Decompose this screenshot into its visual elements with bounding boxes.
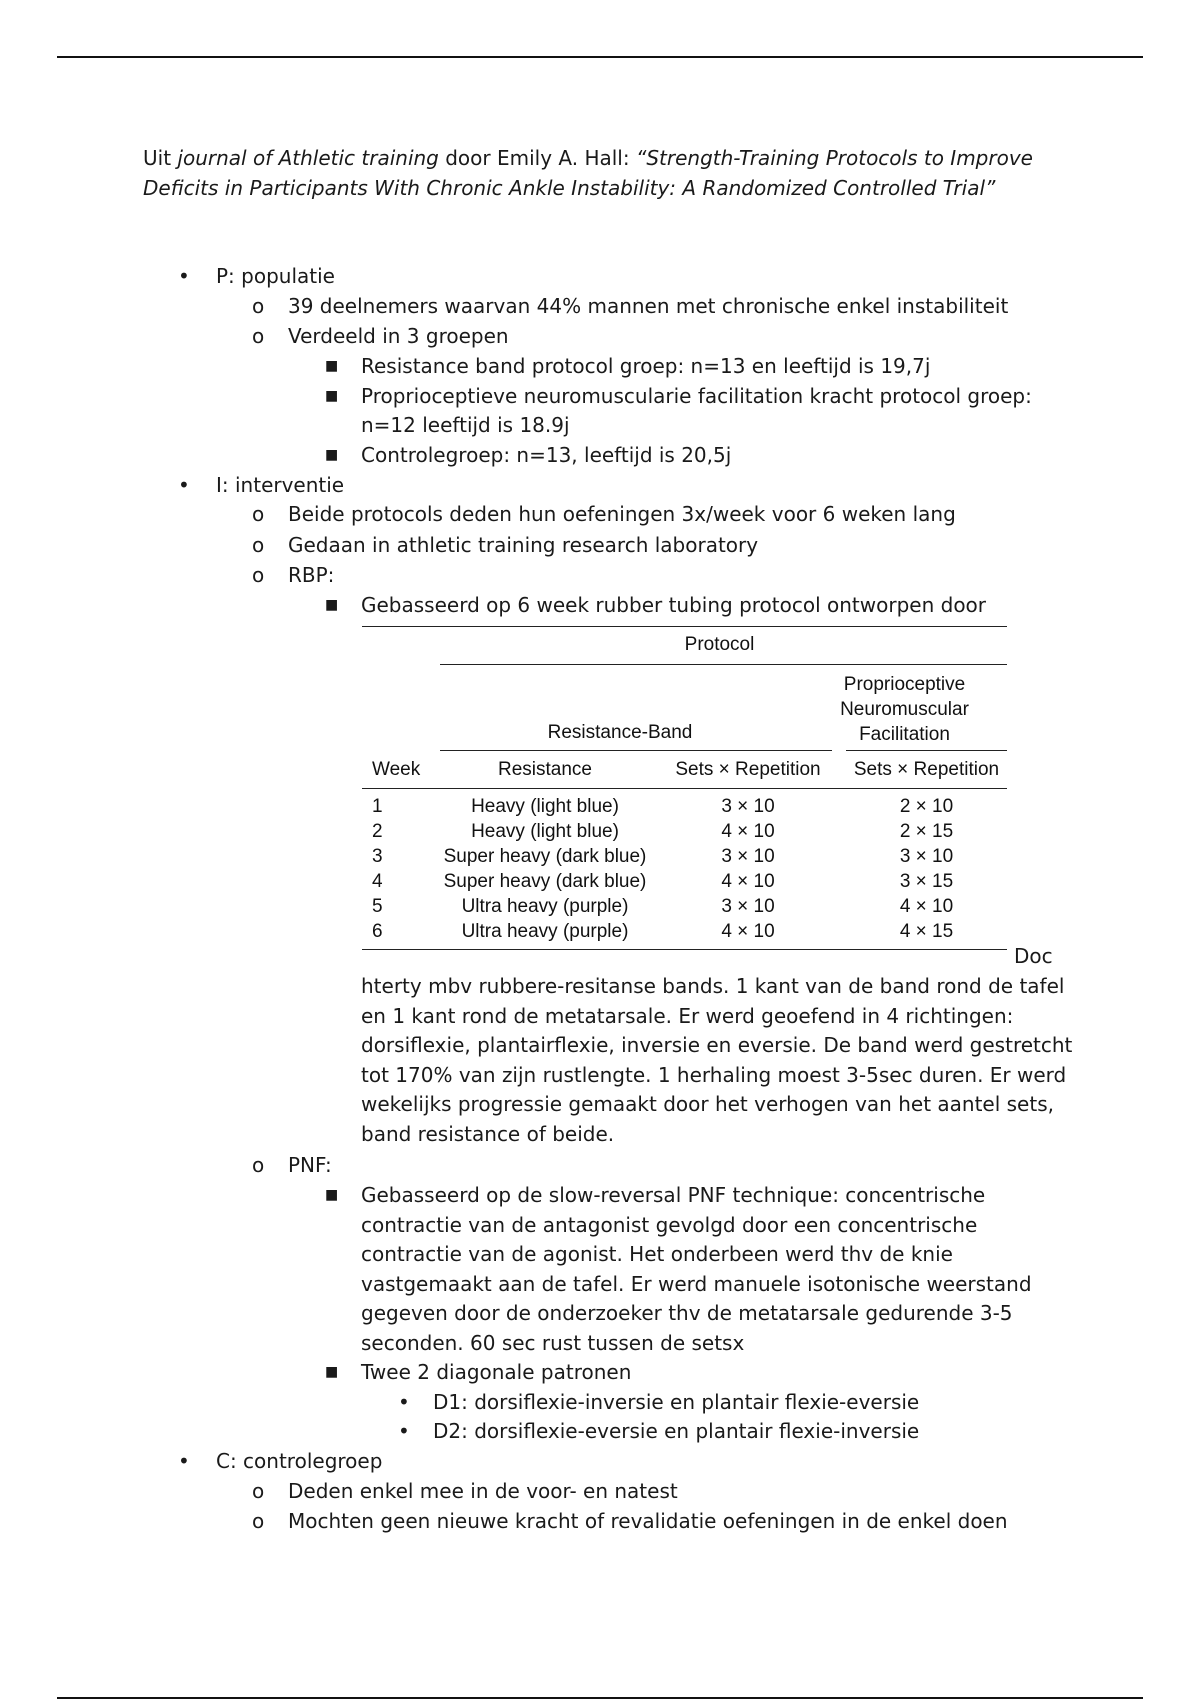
table-cell-rb-sets: 4 × 10 — [721, 821, 775, 842]
table-cell-resistance: Ultra heavy (purple) — [461, 896, 629, 917]
title-prefix: Uit — [143, 146, 178, 170]
pnf-paragraph-line: seconden. 60 sec rust tussen de setsx — [361, 1330, 745, 1355]
square-bullet-icon: ■ — [325, 597, 339, 613]
rbp-paragraph-line: en 1 kant rond de metatarsale. Er werd geoefend in 4 richtingen: — [361, 1003, 1014, 1028]
circle-bullet-icon: o — [252, 1509, 265, 1533]
circle-bullet-icon: o — [252, 1153, 265, 1177]
table-cell-resistance: Super heavy (dark blue) — [443, 871, 647, 892]
resistance-band-header: Resistance-Band — [547, 722, 693, 743]
table-rule-bottom — [362, 949, 1007, 950]
pnf-paragraph-line: contractie van de antagonist gevolgd door een concentrische — [361, 1212, 978, 1237]
intervention-item: Gedaan in athletic training research laboratory — [288, 533, 759, 557]
table-cell-resistance: Heavy (light blue) — [471, 821, 619, 842]
bullet-icon: • — [398, 1419, 410, 1443]
table-cell-resistance: Ultra heavy (purple) — [461, 921, 629, 942]
square-bullet-icon: ■ — [325, 388, 339, 404]
rbp-paragraph-line: band resistance of beide. — [361, 1121, 615, 1146]
rbp-label: RBP: — [288, 563, 335, 587]
circle-bullet-icon: o — [252, 324, 265, 348]
table-cell-week: 1 — [372, 796, 383, 817]
pnf-pattern-d2: D2: dorsiflexie-eversie en plantair flexie-inversie — [433, 1419, 920, 1443]
rbp-paragraph-line: wekelijks progressie gemaakt door het verhogen van het aantel sets, — [361, 1092, 1054, 1116]
population-heading: P: populatie — [216, 264, 335, 288]
bullet-icon: • — [178, 1449, 190, 1473]
table-cell-week: 3 — [372, 846, 383, 867]
table-rule-top — [362, 626, 1007, 627]
table-cell-resistance: Heavy (light blue) — [471, 796, 619, 817]
table-cell-pnf-sets: 4 × 10 — [899, 896, 954, 917]
circle-bullet-icon: o — [252, 563, 265, 587]
population-item: 39 deelnemers waarvan 44% mannen met chronische enkel instabiliteit — [288, 294, 1009, 318]
pnf-header-line: Proprioceptive — [843, 674, 966, 695]
population-subitem: Resistance band protocol groep: n=13 en leeftijd is 19,7j — [361, 354, 931, 378]
intervention-item: Beide protocols deden hun oefeningen 3x/week voor 6 weken lang — [288, 502, 956, 526]
bullet-icon: • — [398, 1390, 410, 1414]
article-title-line2: Deficits in Participants With Chronic Ankle Instability: A Randomized Controlled Trial” — [143, 176, 996, 200]
table-cell-week: 6 — [372, 921, 383, 942]
pnf-pattern-d1: D1: dorsiflexie-inversie en plantair flexie-eversie — [433, 1390, 920, 1414]
intervention-heading: I: interventie — [216, 473, 345, 497]
table-rule-protocol — [440, 664, 1007, 665]
population-subitem: Controlegroep: n=13, leeftijd is 20,5j — [361, 443, 732, 467]
document-title — [143, 143, 1063, 203]
square-bullet-icon: ■ — [325, 358, 339, 374]
table-rule-pnf — [846, 750, 1007, 751]
pnf-label: PNF: — [288, 1153, 332, 1177]
title-author: door Emily A. Hall: — [438, 146, 636, 170]
table-cell-rb-sets: 3 × 10 — [721, 896, 775, 917]
pnf-patterns: Twee 2 diagonale patronen — [361, 1360, 632, 1384]
footer-rule — [57, 1697, 1143, 1699]
table-cell-rb-sets: 4 × 10 — [721, 871, 775, 892]
pnf-paragraph-line: Gebasseerd op de slow-reversal PNF technique: concentrische — [361, 1183, 986, 1207]
col-week-header: Week — [372, 759, 421, 780]
square-bullet-icon: ■ — [325, 447, 339, 463]
control-item: Deden enkel mee in de voor- en natest — [288, 1479, 678, 1503]
square-bullet-icon: ■ — [325, 1187, 339, 1203]
bullet-icon: • — [178, 473, 190, 497]
table-rule-rb — [440, 750, 832, 751]
rbp-paragraph-line: dorsiflexie, plantairflexie, inversie en eversie. De band werd gestretcht — [361, 1033, 1073, 1057]
table-rule-header — [362, 788, 1007, 789]
bullet-icon: • — [178, 264, 190, 288]
control-item: Mochten geen nieuwe kracht of revalidatie oefeningen in de enkel doen — [288, 1509, 1008, 1533]
article-title-line1: “Strength-Training Protocols to Improve — [635, 146, 1033, 170]
population-subitem-cont: n=12 leeftijd is 18.9j — [361, 413, 570, 437]
circle-bullet-icon: o — [252, 1479, 265, 1503]
pnf-paragraph-line: contractie van de agonist. Het onderbeen werd thv de knie — [361, 1242, 953, 1266]
col-sets-rb-header: Sets × Repetition — [675, 759, 821, 780]
pnf-header — [802, 672, 1007, 747]
table-cell-pnf-sets: 3 × 15 — [899, 871, 954, 892]
protocol-table — [362, 622, 1012, 952]
rbp-paragraph-line: tot 170% van zijn rustlengte. 1 herhaling moest 3-5sec duren. Er werd — [361, 1062, 1067, 1087]
pnf-paragraph-line: gegeven door de onderzoeker thv de metatarsale gedurende 3-5 — [361, 1301, 1013, 1325]
table-cell-resistance: Super heavy (dark blue) — [443, 846, 647, 867]
pnf-header-line: Neuromuscular — [840, 699, 969, 720]
square-bullet-icon: ■ — [325, 1364, 339, 1380]
table-cell-pnf-sets: 2 × 10 — [899, 796, 954, 817]
rbp-paragraph-line: hterty mbv rubbere-resitanse bands. 1 kant van de band rond de tafel — [361, 974, 1065, 998]
population-item: Verdeeld in 3 groepen — [288, 324, 509, 348]
pnf-paragraph-line: vastgemaakt aan de tafel. Er werd manuele isotonische weerstand — [361, 1271, 1032, 1296]
circle-bullet-icon: o — [252, 502, 265, 526]
table-cell-pnf-sets: 2 × 15 — [899, 821, 954, 842]
table-cell-pnf-sets: 3 × 10 — [899, 846, 954, 867]
col-sets-pnf-header: Sets × Repetition — [853, 759, 1000, 780]
control-heading: C: controlegroep — [216, 1449, 383, 1473]
table-cell-pnf-sets: 4 × 15 — [899, 921, 954, 942]
table-cell-week: 4 — [372, 871, 383, 892]
population-subitem: Proprioceptieve neuromuscularie facilitation kracht protocol groep: — [361, 384, 1032, 408]
table-cell-rb-sets: 3 × 10 — [721, 796, 775, 817]
table-cell-rb-sets: 3 × 10 — [721, 846, 775, 867]
table-cell-week: 2 — [372, 821, 383, 842]
col-resistance-header: Resistance — [498, 759, 592, 780]
rbp-doc-tail: Doc — [1014, 944, 1053, 968]
journal-name: journal of Athletic training — [177, 146, 439, 170]
table-cell-rb-sets: 4 × 10 — [721, 921, 775, 942]
rbp-description: Gebasseerd op 6 week rubber tubing protocol ontworpen door — [361, 593, 987, 617]
protocol-header: Protocol — [684, 634, 755, 655]
pnf-header-line: Facilitation — [859, 724, 950, 745]
table-cell-week: 5 — [372, 896, 383, 917]
circle-bullet-icon: o — [252, 533, 265, 557]
circle-bullet-icon: o — [252, 294, 265, 318]
